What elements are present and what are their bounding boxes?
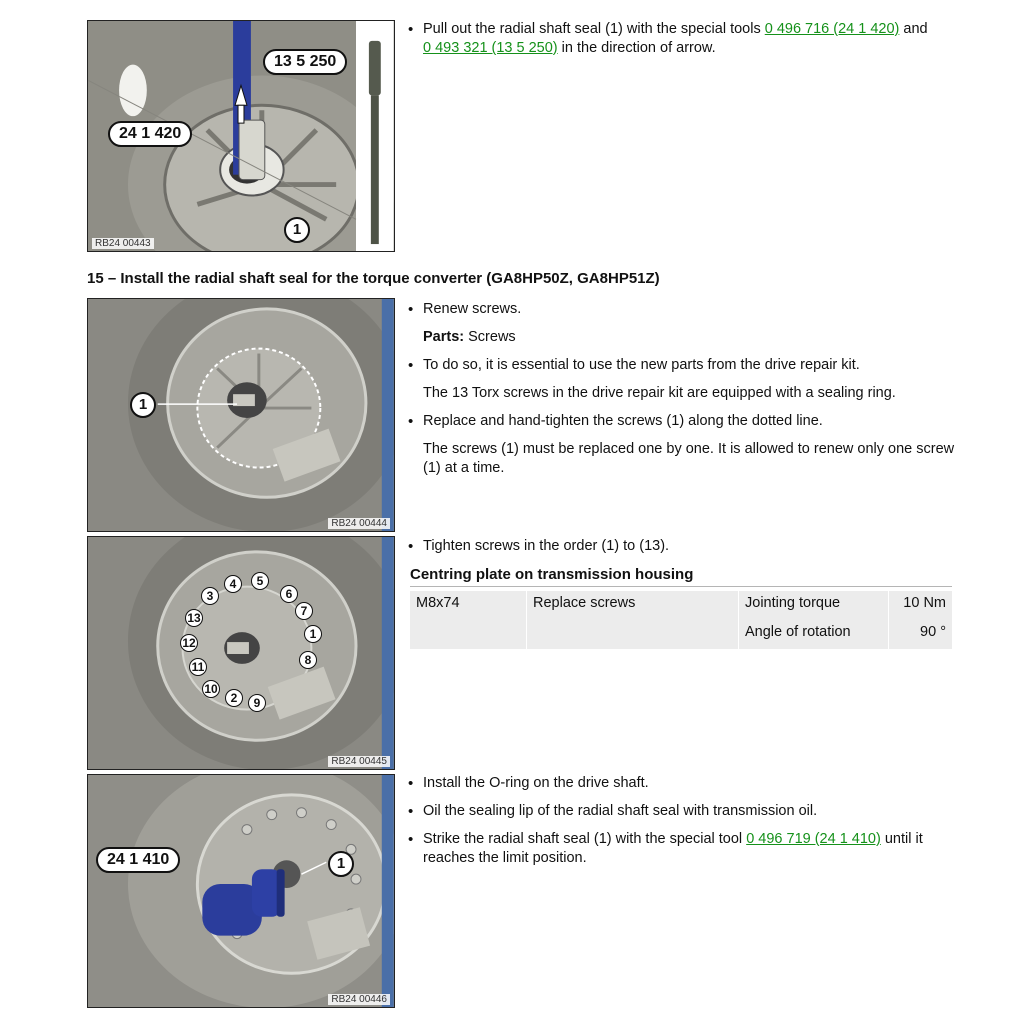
tool-link-0-493-321[interactable]: 0 493 321 (13 5 250) [423,40,558,56]
parts-label: Parts: [423,329,465,345]
tool-link-0-496-716[interactable]: 0 496 716 (24 1 420) [764,21,900,37]
table-cell: Replace screws [527,591,739,620]
callout-tool-24-1-410: 24 1 410 [96,847,180,873]
section-heading: 15 – Install the radial shaft seal for the torque converter (GA8HP50Z, GA8HP51Z) [87,270,660,287]
table-cell: 10 Nm [889,591,953,620]
screw-number: 7 [295,602,313,620]
screw-number: 9 [248,694,266,712]
replace-screws-instruction: • Replace and hand-tighten the screws (1) along the dotted line. [405,412,960,431]
screw-number: 8 [299,651,317,669]
screw-number: 2 [225,689,243,707]
callout-part-1: 1 [284,217,310,243]
tool-link-0-496-719[interactable]: 0 496 719 (24 1 410) [746,831,881,847]
oil-seal-instruction: • Oil the sealing lip of the radial shaft seal with transmission oil. [405,802,960,821]
screw-number: 1 [304,625,322,643]
callout-tool-13-5-250: 13 5 250 [263,49,347,75]
parts-value: Screws [464,329,516,345]
photo-seal-removal [87,20,395,252]
torque-table-title: Centring plate on transmission housing [410,566,952,587]
screw-number: 4 [224,575,242,593]
photo-reference: RB24 00443 [92,238,154,249]
table-cell: M8x74 [416,595,460,611]
table-cell: 90 ° [889,620,953,649]
table-cell: Angle of rotation [739,620,889,649]
screw-number: 10 [202,680,220,698]
table-row [410,591,952,620]
step4-text [405,774,960,877]
screw-number: 6 [280,585,298,603]
table-row [410,620,952,649]
step1-instruction: • Pull out the radial shaft seal (1) with the special tools 0 496 716 (24 1 420) and 0 493 321 (13 5 250) in the direction of arrow. [405,20,960,58]
screw-number: 5 [251,572,269,590]
table-cell: Jointing torque [739,591,889,620]
repair-kit-instruction: • To do so, it is essential to use the new parts from the drive repair kit. [405,356,960,375]
step1-text [405,20,960,67]
torx-note: The 13 Torx screws in the drive repair kit are equipped with a sealing ring. [423,385,896,401]
table-cell [410,620,527,649]
one-by-one-note: The screws (1) must be replaced one by one. It is allowed to renew only one screw (1) at a time. [423,441,955,476]
screw-number: 11 [189,658,207,676]
callout-tool-24-1-420: 24 1 420 [108,121,192,147]
parts-line [405,328,960,347]
screw-number: 3 [201,587,219,605]
table-cell [527,620,739,649]
tighten-order-instruction: • Tighten screws in the order (1) to (13). [405,537,960,556]
seal-installation-illustration [88,775,394,1007]
screw-number: 13 [185,609,203,627]
photo-screw-renewal [87,298,395,532]
screw-number: 12 [180,634,198,652]
step2-text [405,300,960,487]
photo-reference: RB24 00446 [328,994,390,1005]
photo-seal-installation [87,774,395,1008]
strike-seal-instruction: • Strike the radial shaft seal (1) with the special tool 0 496 719 (24 1 410) until it reaches the limit position. [405,830,960,868]
photo-tightening-order [87,536,395,770]
callout-screw-1: 1 [130,392,156,418]
photo-reference: RB24 00445 [328,756,390,767]
o-ring-instruction: • Install the O-ring on the drive shaft. [405,774,960,793]
tightening-order-illustration [88,537,394,769]
step3-text [405,537,960,565]
torque-spec-table [410,591,952,649]
callout-part-1: 1 [328,851,354,877]
renew-screws-instruction: • Renew screws. [405,300,960,319]
photo-reference: RB24 00444 [328,518,390,529]
